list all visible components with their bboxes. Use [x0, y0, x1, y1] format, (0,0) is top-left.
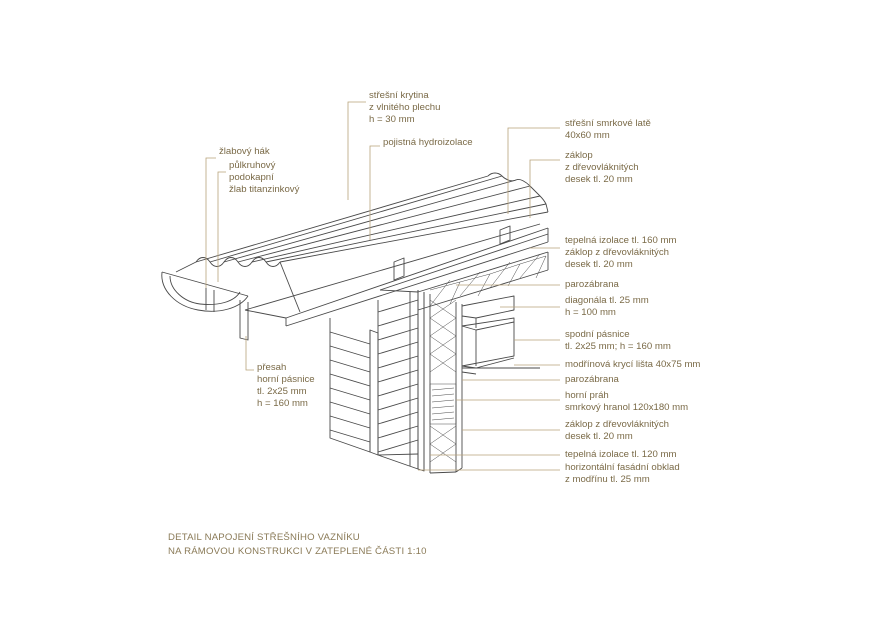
wall-cladding: [330, 290, 462, 473]
roof-insulation-hatch: [430, 254, 546, 306]
label-insulation-sheathing: tepelná izolace tl. 160 mm záklop z dřevovláknitých desek tl. 20 mm: [565, 235, 677, 270]
label-sheathing-top: záklop z dřevovláknitých desek tl. 20 mm: [565, 150, 639, 185]
label-lower-chord: spodní pásnice tl. 2x25 mm; h = 160 mm: [565, 329, 671, 352]
label-waterproofing: pojistná hydroizolace: [383, 137, 473, 148]
label-facade-cladding: horizontální fasádní obklad z modřínu tl. 25 mm: [565, 462, 680, 485]
label-sheathing-bottom: záklop z dřevovláknitých desek tl. 20 mm: [565, 419, 669, 442]
label-insulation-bottom: tepelná izolace tl. 120 mm: [565, 449, 677, 460]
label-vapor-barrier-2: parozábrana: [565, 374, 619, 385]
label-roofing: střešní krytina z vlnitého plechu h = 30 mm: [369, 90, 441, 125]
label-battens: střešní smrkové latě 40x60 mm: [565, 118, 651, 141]
label-gutter: půlkruhový podokapní žlab titanzinkový: [229, 160, 300, 195]
label-vapor-barrier-1: parozábrana: [565, 279, 619, 290]
caption-line-1: DETAIL NAPOJENÍ STŘEŠNÍHO VAZNÍKU: [168, 532, 360, 543]
label-overhang: přesah horní pásnice tl. 2x25 mm h = 160 mm: [257, 362, 315, 409]
caption-line-2: NA RÁMOVOU KONSTRUKCI V ZATEPLENÉ ČÁSTI 1:10: [168, 546, 427, 557]
lower-chord: [462, 318, 514, 368]
label-top-plate: horní práh smrkový hranol 120x180 mm: [565, 390, 689, 413]
top-plate-hatch: [430, 384, 456, 424]
label-diagonal: diagonála tl. 25 mm h = 100 mm: [565, 295, 649, 318]
label-cover-strip: modřínová krycí lišta 40x75 mm: [565, 359, 701, 370]
drawing-lines: [162, 173, 548, 473]
label-gutter-hook: žlabový hák: [219, 146, 270, 157]
cover-strip: [462, 368, 540, 374]
wall-insulation-hatch: [430, 300, 456, 462]
